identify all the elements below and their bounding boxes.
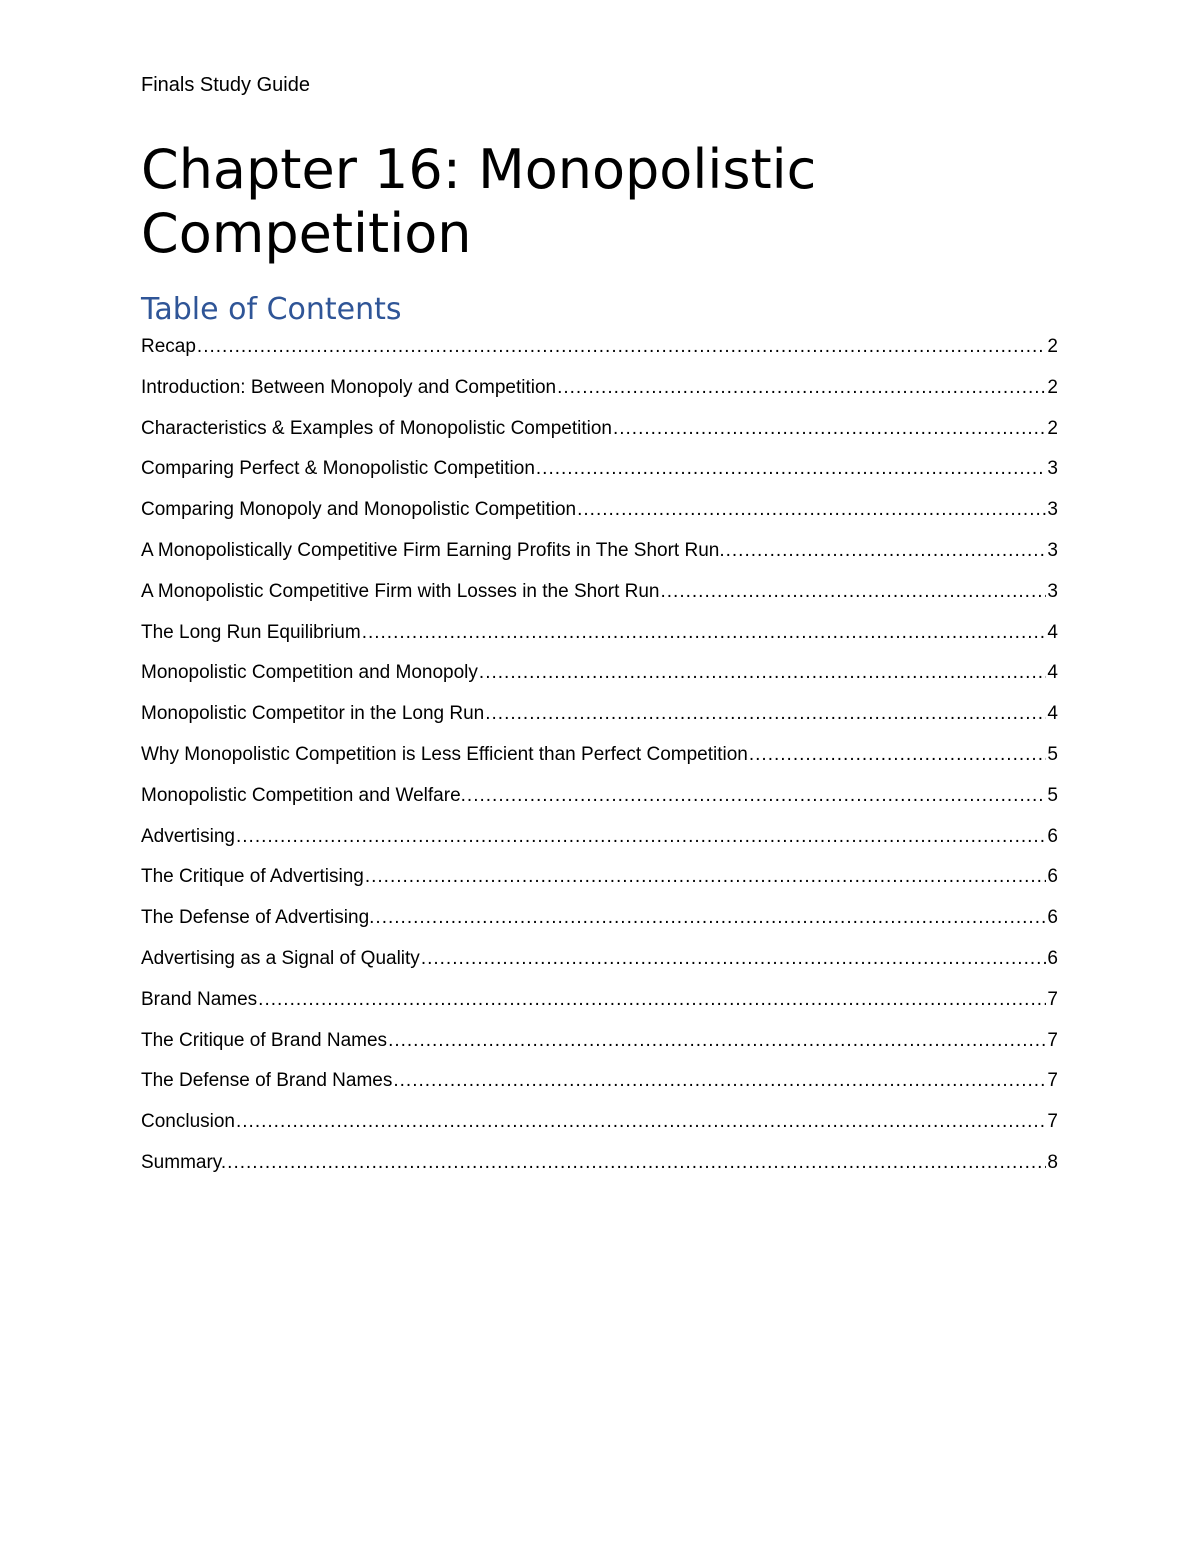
toc-entry-page: 2 bbox=[1047, 376, 1058, 398]
toc-entry-page: 3 bbox=[1047, 499, 1058, 521]
toc-entry-title: Advertising as a Signal of Quality bbox=[141, 947, 420, 969]
toc-heading: Table of Contents bbox=[141, 292, 402, 327]
toc-entry-title: The Defense of Advertising. bbox=[141, 907, 375, 929]
toc-entry-profits-short-run[interactable] bbox=[141, 536, 1058, 577]
toc-entry-welfare[interactable] bbox=[141, 781, 1058, 822]
toc-dot-leader bbox=[536, 454, 1047, 484]
toc-entry-signal-of-quality[interactable] bbox=[141, 944, 1058, 985]
toc-entry-page: 3 bbox=[1047, 539, 1058, 561]
toc-entry-title: Summary. bbox=[141, 1151, 227, 1173]
toc-dot-leader bbox=[236, 822, 1046, 852]
toc-dot-leader bbox=[388, 1026, 1046, 1056]
toc-entry-losses-short-run[interactable] bbox=[141, 577, 1058, 618]
toc-entry-page: 4 bbox=[1047, 703, 1058, 725]
toc-entry-competitor-long-run[interactable] bbox=[141, 699, 1058, 740]
toc-dot-leader bbox=[726, 536, 1047, 566]
toc-entry-page: 5 bbox=[1047, 743, 1058, 765]
toc-entry-page: 2 bbox=[1047, 336, 1058, 357]
toc-entry-comparing-perfect[interactable] bbox=[141, 454, 1058, 495]
toc-entry-title: Comparing Perfect & Monopolistic Competition bbox=[141, 458, 535, 480]
toc-dot-leader bbox=[485, 699, 1046, 729]
toc-entry-title: Comparing Monopoly and Monopolistic Competition bbox=[141, 499, 577, 521]
toc-entry-page: 6 bbox=[1047, 866, 1058, 888]
toc-entry-brand-names[interactable] bbox=[141, 985, 1058, 1026]
toc-entry-page: 3 bbox=[1047, 458, 1058, 480]
toc-dot-leader bbox=[197, 332, 1047, 362]
toc-entry-title: The Long Run Equilibrium bbox=[141, 621, 361, 643]
toc-entry-defense-brand-names[interactable] bbox=[141, 1066, 1058, 1107]
toc-dot-leader bbox=[661, 577, 1047, 607]
toc-dot-leader bbox=[421, 944, 1047, 974]
toc-entry-title: Why Monopolistic Competition is Less Efficient than Perfect Competition bbox=[141, 743, 748, 765]
toc-entry-title: The Critique of Advertising bbox=[141, 866, 364, 888]
toc-dot-leader bbox=[467, 781, 1047, 811]
toc-entry-page: 6 bbox=[1047, 907, 1058, 929]
toc-dot-leader bbox=[227, 1148, 1046, 1178]
toc-entry-comparing-monopoly[interactable] bbox=[141, 495, 1058, 536]
toc-entry-page: 2 bbox=[1047, 417, 1058, 439]
page-header: Finals Study Guide bbox=[141, 74, 310, 96]
toc-entry-title: Advertising bbox=[141, 825, 235, 847]
toc-entry-critique-brand-names[interactable] bbox=[141, 1026, 1058, 1067]
toc-entry-characteristics[interactable] bbox=[141, 414, 1058, 455]
toc-dot-leader bbox=[365, 862, 1047, 892]
toc-entry-title: Conclusion bbox=[141, 1111, 235, 1133]
toc-entry-page: 7 bbox=[1047, 1111, 1058, 1133]
toc-dot-leader bbox=[749, 740, 1047, 770]
toc-entry-title: Recap bbox=[141, 336, 196, 357]
toc-entry-page: 4 bbox=[1047, 621, 1058, 643]
toc-entry-page: 7 bbox=[1047, 1029, 1058, 1051]
toc-entry-title: A Monopolistic Competitive Firm with Losses in the Short Run bbox=[141, 580, 660, 602]
toc-dot-leader bbox=[557, 373, 1046, 403]
toc-dot-leader bbox=[393, 1066, 1046, 1096]
toc-entry-page: 3 bbox=[1047, 580, 1058, 602]
toc-entry-defense-advertising[interactable] bbox=[141, 903, 1058, 944]
toc-entry-title: Introduction: Between Monopoly and Competition bbox=[141, 376, 557, 398]
toc-entry-title: Brand Names bbox=[141, 988, 258, 1010]
toc-dot-leader bbox=[375, 903, 1046, 933]
toc-entry-title: Monopolistic Competitor in the Long Run bbox=[141, 703, 485, 725]
toc-entry-title: Monopolistic Competition and Welfare. bbox=[141, 784, 466, 806]
toc-entry-page: 6 bbox=[1047, 825, 1058, 847]
toc-entry-critique-advertising[interactable] bbox=[141, 862, 1058, 903]
toc-entry-title: The Defense of Brand Names bbox=[141, 1070, 393, 1092]
toc-entry-title: A Monopolistically Competitive Firm Earning Profits in The Short Run. bbox=[141, 539, 725, 561]
table-of-contents bbox=[141, 332, 1058, 1189]
toc-dot-leader bbox=[258, 985, 1046, 1015]
toc-entry-page: 4 bbox=[1047, 662, 1058, 684]
toc-entry-advertising[interactable] bbox=[141, 822, 1058, 863]
toc-entry-conclusion[interactable] bbox=[141, 1107, 1058, 1148]
toc-entry-page: 5 bbox=[1047, 784, 1058, 806]
toc-entry-title: Monopolistic Competition and Monopoly bbox=[141, 662, 478, 684]
toc-entry-recap[interactable] bbox=[141, 332, 1058, 373]
toc-dot-leader bbox=[577, 495, 1046, 525]
toc-dot-leader bbox=[479, 658, 1047, 688]
toc-entry-long-run-equilibrium[interactable] bbox=[141, 618, 1058, 659]
toc-entry-introduction[interactable] bbox=[141, 373, 1058, 414]
toc-entry-page: 6 bbox=[1047, 947, 1058, 969]
toc-entry-less-efficient[interactable] bbox=[141, 740, 1058, 781]
toc-dot-leader bbox=[613, 414, 1046, 444]
toc-entry-page: 8 bbox=[1047, 1151, 1058, 1173]
toc-entry-title: The Critique of Brand Names bbox=[141, 1029, 388, 1051]
toc-entry-page: 7 bbox=[1047, 988, 1058, 1010]
toc-dot-leader bbox=[236, 1107, 1046, 1137]
toc-entry-page: 7 bbox=[1047, 1070, 1058, 1092]
toc-entry-summary[interactable] bbox=[141, 1148, 1058, 1189]
toc-entry-competition-and-monopoly[interactable] bbox=[141, 658, 1058, 699]
toc-dot-leader bbox=[362, 618, 1047, 648]
toc-entry-title: Characteristics & Examples of Monopolistic Competition bbox=[141, 417, 612, 439]
document-title: Chapter 16: Monopolistic Competition bbox=[141, 138, 817, 265]
